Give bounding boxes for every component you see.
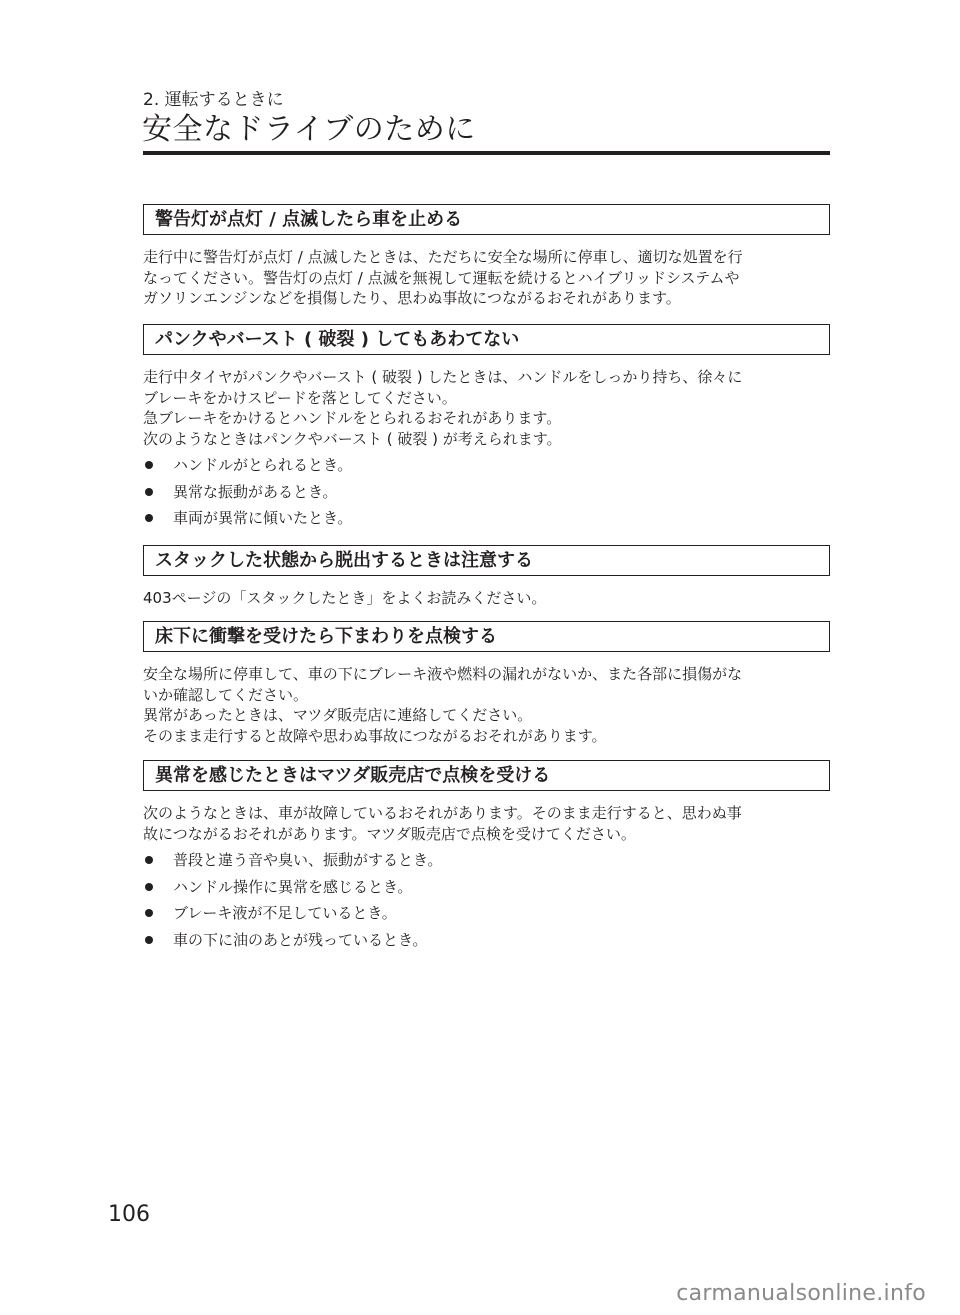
bullet-icon (145, 909, 153, 917)
bullet-icon (145, 936, 153, 944)
section-paragraph: 走行中に警告灯が点灯 / 点滅したときは、ただちに安全な場所に停車し、適切な処置を行 なってください。警告灯の点灯 / 点滅を無視して運転を続けるとハイブリッドシステムや ガソリンエンジンなどを損傷したり、思わぬ事故につながるおそれがあります。 (143, 248, 743, 307)
bullet-icon (145, 488, 153, 496)
watermark: carmanualsonline.info (676, 1281, 926, 1306)
section-heading: 異常を感じたときはマツダ販売店で点検を受ける (143, 760, 830, 791)
list-item: 車の下に油のあとが残っているとき。 (143, 930, 830, 951)
bullet-icon (145, 883, 153, 891)
bullet-list (143, 850, 830, 950)
list-item: ハンドルがとられるとき。 (143, 455, 830, 476)
list-item: 普段と違う音や臭い、振動がするとき。 (143, 850, 830, 871)
section-inspection (143, 760, 830, 950)
section-heading: 床下に衝撃を受けたら下まわりを点検する (143, 621, 830, 652)
section-paragraph: 次のようなときは、車が故障しているおそれがあります。そのまま走行すると、思わぬ事 故につながるおそれがあります。マツダ販売店で点検を受けてください。 (143, 804, 742, 843)
section-paragraph: 走行中タイヤがパンクやバースト ( 破裂 ) したときは、ハンドルをしっかり持ち、徐々に ブレーキをかけスピードを落としてください。 急ブレーキをかけるとハンドルをとられるおそれがあります。 次のようなときはパンクやバースト ( 破裂 ) が考えられます。 (143, 368, 743, 448)
title-rule (143, 151, 830, 155)
list-item: ブレーキ液が不足しているとき。 (143, 903, 830, 924)
list-item: 異常な振動があるとき。 (143, 482, 830, 503)
bullet-list (143, 455, 830, 529)
section-underbody (143, 621, 830, 746)
page-number: 106 (108, 1202, 150, 1227)
section-heading: 警告灯が点灯 / 点滅したら車を止める (143, 204, 830, 235)
list-item: ハンドル操作に異常を感じるとき。 (143, 877, 830, 898)
section-stuck (143, 545, 830, 609)
bullet-icon (145, 514, 153, 522)
bullet-icon (145, 461, 153, 469)
bullet-icon (145, 856, 153, 864)
section-warning-lights (143, 204, 830, 309)
section-heading: スタックした状態から脱出するときは注意する (143, 545, 830, 576)
list-item: 車両が異常に傾いたとき。 (143, 508, 830, 529)
section-puncture (143, 324, 830, 529)
section-paragraph: 安全な場所に停車して、車の下にブレーキ液や燃料の漏れがないか、また各部に損傷がな いか確認してください。 異常があったときは、マツダ販売店に連絡してください。 そのまま走行すると故障や思わぬ事故につながるおそれがあります。 (143, 665, 743, 745)
page-title: 安全なドライブのために (142, 112, 476, 147)
section-heading: パンクやバースト ( 破裂 ) してもあわてない (143, 324, 830, 355)
section-paragraph: 403ページの「スタックしたとき」をよくお読みください。 (143, 589, 547, 607)
chapter-label: 2. 運転するときに (143, 90, 284, 110)
